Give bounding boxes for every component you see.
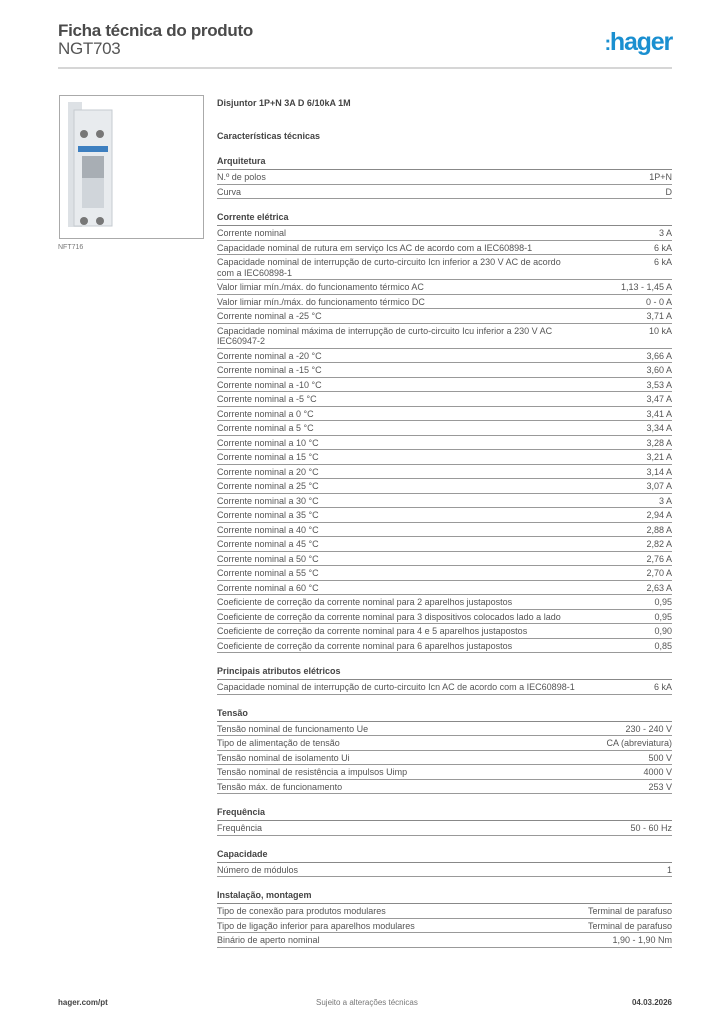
image-caption: NFT716 [58, 244, 84, 251]
spec-row [217, 595, 672, 610]
spec-value: D [665, 186, 672, 197]
spec-row [217, 465, 672, 480]
spec-row [217, 919, 672, 934]
section-title: Capacidade [217, 847, 672, 863]
spec-value: 3,07 A [646, 481, 672, 491]
spec-value: 2,94 A [646, 510, 672, 520]
spec-label: Corrente nominal a 15 °C [217, 452, 319, 462]
spec-row [217, 765, 672, 780]
spec-label: N.º de polos [217, 172, 266, 182]
spec-label: Capacidade nominal máxima de interrupção de curto-circuito Icu inferior a 230 V AC IEC60947-2 [217, 325, 553, 346]
spec-row [217, 349, 672, 364]
spec-label: Corrente nominal a 30 °C [217, 495, 319, 506]
spec-sections [217, 154, 672, 948]
characteristics-title: Características técnicas [217, 131, 321, 141]
section-title: Arquitetura [217, 154, 672, 170]
spec-label: Tensão nominal de resistência a impulsos Uimp [217, 767, 408, 777]
spec-value: 2,63 A [646, 582, 672, 593]
spec-row [217, 363, 672, 378]
spec-row [217, 479, 672, 494]
spec-row [217, 523, 672, 538]
spec-row [217, 508, 672, 523]
spec-value: 253 V [648, 781, 672, 792]
spec-row [217, 933, 672, 948]
spec-row [217, 309, 672, 324]
spec-value: 0 - 0 A [645, 296, 672, 307]
spec-value: 1 [666, 864, 672, 875]
spec-value: 0,95 [654, 597, 672, 607]
spec-section [217, 210, 672, 653]
spec-row [217, 392, 672, 407]
spec-value: 6 kA [653, 257, 672, 267]
spec-label: Corrente nominal a -10 °C [217, 379, 322, 390]
spec-value: 2,88 A [646, 524, 672, 535]
spec-row [217, 436, 672, 451]
spec-row [217, 821, 672, 836]
spec-value: 3,66 A [646, 350, 672, 361]
spec-row [217, 421, 672, 436]
spec-row [217, 280, 672, 295]
spec-value: 3,14 A [646, 466, 672, 477]
spec-label: Binário de aperto nominal [217, 935, 320, 945]
spec-value: 2,76 A [646, 553, 672, 564]
spec-row [217, 255, 672, 280]
spec-row [217, 226, 672, 241]
spec-value: 6 kA [653, 242, 672, 253]
spec-label: Coeficiente de correção da corrente nominal para 6 aparelhos justapostos [217, 640, 513, 651]
footer-date: 04.03.2026 [631, 998, 672, 1007]
spec-label: Corrente nominal a 10 °C [217, 437, 319, 448]
spec-row [217, 241, 672, 256]
spec-row [217, 780, 672, 795]
spec-section [217, 847, 672, 878]
product-name: Disjuntor 1P+N 3A D 6/10kA 1M [217, 98, 351, 108]
spec-label: Corrente nominal a 5 °C [217, 423, 314, 433]
spec-value: 1,90 - 1,90 Nm [612, 935, 672, 945]
spec-value: 3,34 A [646, 423, 672, 433]
spec-section [217, 664, 672, 695]
spec-label: Corrente nominal a 35 °C [217, 510, 319, 520]
footer-website-link[interactable]: hager.com/pt [58, 998, 108, 1007]
spec-row [217, 552, 672, 567]
spec-value: 3,28 A [646, 437, 672, 448]
spec-label: Tensão nominal de funcionamento Ue [217, 723, 369, 734]
product-image [59, 95, 204, 239]
spec-label: Frequência [217, 823, 263, 833]
spec-row [217, 494, 672, 509]
spec-value: 0,90 [654, 626, 672, 636]
spec-value: 0,85 [654, 640, 672, 651]
spec-value: 1,13 - 1,45 A [620, 282, 672, 292]
spec-label: Corrente nominal a -15 °C [217, 365, 322, 375]
spec-value: 3,53 A [646, 379, 672, 390]
spec-value: 500 V [648, 752, 672, 763]
spec-label: Capacidade nominal de interrupção de curto-circuito Icn AC de acordo com a IEC60898-1 [217, 682, 575, 692]
spec-value: 3,60 A [646, 365, 672, 375]
spec-label: Corrente nominal a 20 °C [217, 466, 319, 477]
spec-value: 6 kA [653, 682, 672, 692]
spec-value: 2,82 A [646, 539, 672, 549]
header-divider [58, 67, 672, 69]
hager-logo: :hager [604, 28, 672, 56]
spec-label: Número de módulos [217, 864, 299, 875]
spec-label: Tipo de alimentação de tensão [217, 738, 340, 748]
spec-row [217, 751, 672, 766]
spec-row [217, 736, 672, 751]
spec-row [217, 295, 672, 310]
spec-section [217, 805, 672, 836]
section-title: Tensão [217, 706, 672, 722]
spec-label: Capacidade nominal de rutura em serviço Ics AC de acordo com a IEC60898-1 [217, 242, 533, 253]
spec-label: Tensão máx. de funcionamento [217, 781, 343, 792]
spec-label: Tensão nominal de isolamento Ui [217, 752, 350, 763]
spec-row [217, 904, 672, 919]
spec-value: 3,21 A [646, 452, 672, 462]
spec-row [217, 680, 672, 695]
spec-label: Valor limiar mín./máx. do funcionamento térmico DC [217, 296, 425, 307]
spec-row [217, 407, 672, 422]
spec-label: Corrente nominal a 45 °C [217, 539, 319, 549]
spec-value: 2,70 A [646, 568, 672, 578]
spec-section [217, 154, 672, 199]
spec-label: Capacidade nominal de interrupção de curto-circuito Icn inferior a 230 V AC de acordo com a IEC60898-1 [217, 257, 561, 278]
spec-row [217, 639, 672, 654]
spec-value: 3,41 A [646, 408, 672, 419]
spec-row [217, 610, 672, 625]
spec-row [217, 450, 672, 465]
product-code: NGT703 [58, 39, 121, 58]
section-title: Frequência [217, 805, 672, 821]
section-title: Instalação, montagem [217, 888, 672, 904]
spec-row [217, 185, 672, 200]
spec-row [217, 170, 672, 185]
spec-label: Corrente nominal a 25 °C [217, 481, 319, 491]
spec-label: Corrente nominal a -25 °C [217, 311, 322, 321]
spec-row [217, 378, 672, 393]
spec-content [217, 96, 672, 948]
spec-row [217, 581, 672, 596]
spec-value: 3 A [658, 495, 672, 506]
spec-value: 0,95 [654, 611, 672, 622]
spec-value: 3,71 A [646, 311, 672, 321]
spec-row [217, 624, 672, 639]
spec-section [217, 706, 672, 795]
spec-label: Corrente nominal a -5 °C [217, 394, 317, 404]
spec-label: Coeficiente de correção da corrente nominal para 3 dispositivos colocados lado a lado [217, 611, 561, 622]
footer-disclaimer: Sujeito a alterações técnicas [316, 998, 418, 1007]
spec-label: Tipo de ligação inferior para aparelhos modulares [217, 920, 415, 931]
spec-value: 50 - 60 Hz [630, 823, 672, 833]
spec-value: 1P+N [649, 172, 672, 182]
spec-label: Coeficiente de correção da corrente nominal para 2 aparelhos justapostos [217, 597, 513, 607]
section-title: Principais atributos elétricos [217, 664, 672, 680]
spec-label: Tipo de conexão para produtos modulares [217, 906, 386, 916]
spec-label: Corrente nominal a 60 °C [217, 582, 319, 593]
spec-label: Coeficiente de correção da corrente nominal para 4 e 5 aparelhos justapostos [217, 626, 528, 636]
spec-value: CA (abreviatura) [606, 738, 672, 748]
spec-row [217, 537, 672, 552]
spec-label: Corrente nominal a 0 °C [217, 408, 314, 419]
page-title: Ficha técnica do produto [58, 21, 253, 40]
spec-label: Corrente nominal a 40 °C [217, 524, 319, 535]
spec-label: Corrente nominal a -20 °C [217, 350, 322, 361]
spec-row [217, 566, 672, 581]
spec-value: 4000 V [643, 767, 672, 777]
spec-label: Corrente nominal a 55 °C [217, 568, 319, 578]
spec-value: 3 A [658, 228, 672, 238]
spec-value: 10 kA [648, 325, 672, 336]
spec-value: Terminal de parafuso [587, 920, 672, 931]
spec-label: Corrente nominal a 50 °C [217, 553, 319, 564]
spec-value: 3,47 A [646, 394, 672, 404]
spec-row [217, 863, 672, 878]
spec-label: Valor limiar mín./máx. do funcionamento térmico AC [217, 282, 424, 292]
spec-label: Curva [217, 186, 242, 197]
spec-label: Corrente nominal [217, 228, 287, 238]
spec-section [217, 888, 672, 948]
spec-row [217, 722, 672, 737]
section-title: Corrente elétrica [217, 210, 672, 226]
spec-value: 230 - 240 V [625, 723, 672, 734]
spec-row [217, 324, 672, 349]
spec-value: Terminal de parafuso [587, 906, 672, 916]
